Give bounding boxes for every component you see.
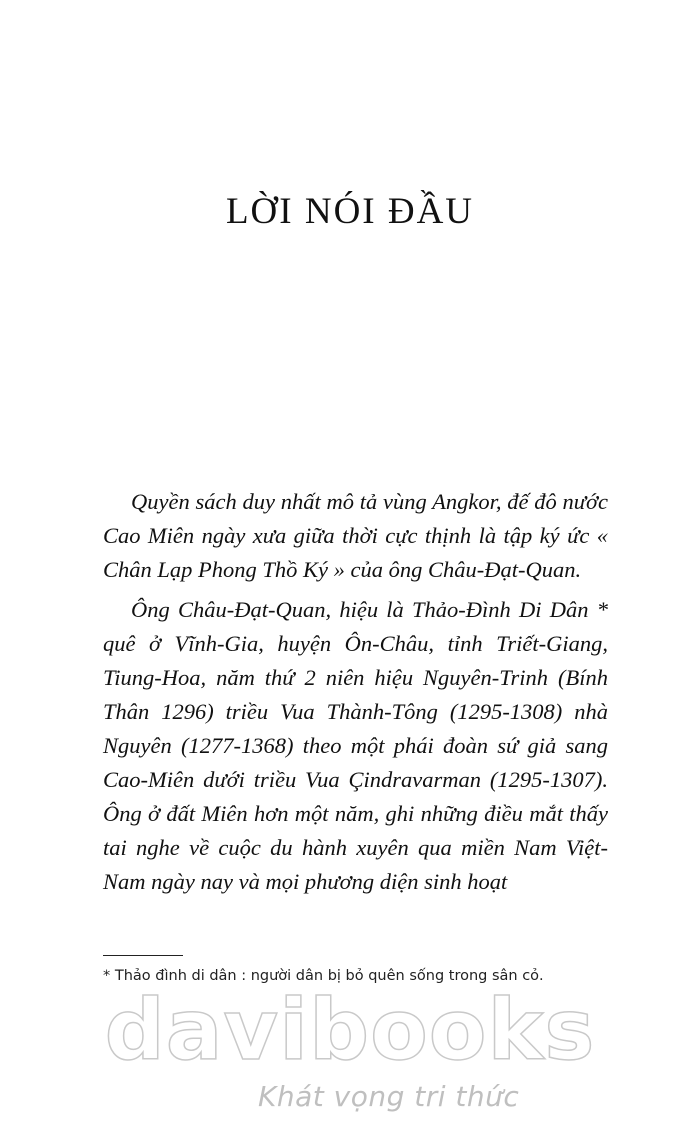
watermark-logo: davibooks: [104, 981, 596, 1079]
watermark-tagline: Khát vọng tri thức: [258, 1080, 520, 1113]
body-text: [103, 485, 608, 899]
page-title: LỜI NÓI ĐẦU: [225, 191, 475, 232]
paragraph-2: Ông Châu-Đạt-Quan, hiệu là Thảo-Đình Di Dân * quê ở Vĩnh-Gia, huyện Ôn-Châu, tỉnh Triết-Giang, Tiung-Hoa, năm thứ 2 niên hiệu Nguyên-Trinh (Bính Thân 1296) triều Vua Thành-Tông (1295-1308) nhà Nguyên (1277-1368) theo một phái đoàn sứ giả sang Cao-Miên dưới triều Vua Çindravarman (1295-1307). Ông ở đất Miên hơn một năm, ghi những điều mắt thấy tai nghe về cuộc du hành xuyên qua miền Nam Việt-Nam ngày nay và mọi phương diện sinh hoạt: [103, 597, 608, 894]
paragraph-1: Quyền sách duy nhất mô tả vùng Angkor, đế đô nước Cao Miên ngày xưa giữa thời cực thịnh là tập ký ức « Chân Lạp Phong Thồ Ký » của ông Châu-Đạt-Quan.: [103, 489, 608, 582]
footnote: * Thảo đình di dân : người dân bị bỏ quên sống trong sân cỏ.: [103, 968, 544, 984]
footnote-divider: [103, 955, 183, 956]
